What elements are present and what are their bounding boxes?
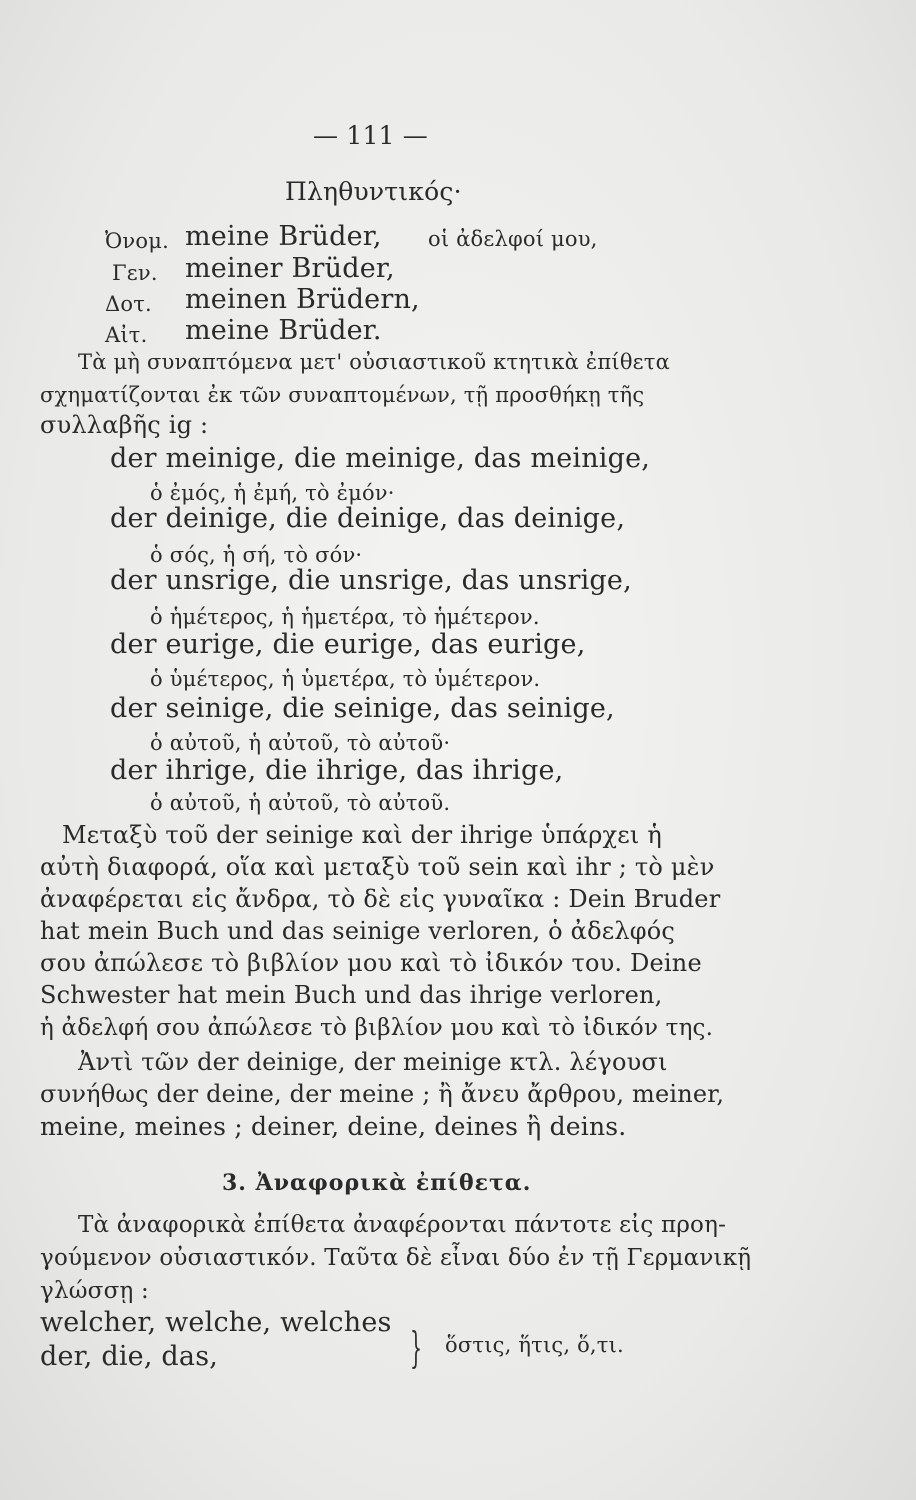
case-form: meine Brüder, <box>185 221 382 252</box>
paragraph-line: αὐτὴ διαφορά, οἵα καὶ μεταξὺ τοῦ sein καὶ ihr ; τὸ μὲν <box>40 853 715 881</box>
paragraph-line: ἡ ἀδελφή σου ἀπώλεσε τὸ βιβλίον μου καὶ τὸ ἰδικόν της. <box>40 1015 714 1041</box>
paragraph-line: hat mein Buch und das seinige verloren, ὁ ἀδελφός <box>40 917 676 945</box>
paragraph-line: σου ἀπώλεσε τὸ βιβλίον μου καὶ τὸ ἰδικόν του. Deine <box>40 949 702 977</box>
possessive-german: der eurige, die eurige, das eurige, <box>110 629 586 660</box>
case-greek: οἱ ἀδελφοί μου, <box>428 227 598 251</box>
paragraph-line: Ἀντὶ τῶν der deinige, der meinige κτλ. λέγουσι <box>78 1048 668 1076</box>
relative-greek: ὅστις, ἥτις, ὅ,τι. <box>445 1333 624 1357</box>
relative-german-2: der, die, das, <box>40 1341 219 1372</box>
case-label: Δοτ. <box>105 292 152 316</box>
paragraph-line: Schwester hat mein Buch und das ihrige verloren, <box>40 981 663 1009</box>
possessive-german: der ihrige, die ihrige, das ihrige, <box>110 755 564 786</box>
paragraph-line: meine, meines ; deiner, deine, deines ἢ deins. <box>40 1112 627 1141</box>
possessive-german: der deinige, die deinige, das deinige, <box>110 503 626 534</box>
possessive-greek: ὁ ἐμός, ἡ ἐμή, τὸ ἐμόν· <box>150 481 395 505</box>
possessive-greek: ὁ ὑμέτερος, ἡ ὑμετέρα, τὸ ὑμέτερον. <box>150 667 541 691</box>
possessive-greek: ὁ σός, ἡ σή, τὸ σόν· <box>150 543 363 567</box>
paragraph-line: Τὰ ἀναφορικὰ ἐπίθετα ἀναφέρονται πάντοτε εἰς προη- <box>78 1212 727 1238</box>
paragraph-line: ἀναφέρεται εἰς ἄνδρα, τὸ δὲ εἰς γυναῖκα : Dein Bruder <box>40 885 721 913</box>
paragraph-line: γούμενον οὐσιαστικόν. Ταῦτα δὲ εἶναι δύο ἐν τῇ Γερμανικῇ <box>40 1245 752 1271</box>
possessive-german: der unsrige, die unsrige, das unsrige, <box>110 565 632 596</box>
paragraph-line: συλλαβῆς ig : <box>40 411 209 439</box>
case-form: meinen Brüdern, <box>185 284 420 315</box>
possessive-german: der seinige, die seinige, das seinige, <box>110 693 615 724</box>
case-label: Ὀνομ. <box>105 229 169 253</box>
possessive-greek: ὁ αὐτοῦ, ἡ αὐτοῦ, τὸ αὐτοῦ· <box>150 731 451 755</box>
possessive-greek: ὁ ἡμέτερος, ἡ ἡμετέρα, τὸ ἡμέτερον. <box>150 605 540 629</box>
paragraph-line: Τὰ μὴ συναπτόμενα μετ' οὐσιαστικοῦ κτητικὰ ἐπίθετα <box>78 350 670 374</box>
paragraph-line: συνήθως der deine, der meine ; ἢ ἄνευ ἄρθρου, meiner, <box>40 1080 725 1108</box>
section-heading: 3. Ἀναφορικὰ ἐπίθετα. <box>222 1170 532 1196</box>
plural-heading: Πληθυντικός· <box>285 177 462 206</box>
possessive-german: der meinige, die meinige, das meinige, <box>110 443 651 474</box>
case-label: Αἰτ. <box>105 323 148 347</box>
possessive-greek: ὁ αὐτοῦ, ἡ αὐτοῦ, τὸ αὐτοῦ. <box>150 791 451 815</box>
paragraph-line: Μεταξὺ τοῦ der seinige καὶ der ihrige ὑπάρχει ἡ <box>62 821 662 849</box>
brace-icon: } <box>410 1323 423 1372</box>
case-form: meiner Brüder, <box>185 253 395 284</box>
paragraph-line: γλώσσῃ : <box>40 1278 149 1304</box>
page-number: — 111 — <box>313 121 429 150</box>
relative-german-1: welcher, welche, welches <box>40 1307 392 1338</box>
case-form: meine Brüder. <box>185 315 382 346</box>
case-label: Γεν. <box>112 261 158 285</box>
paragraph-line: σχηματίζονται ἐκ τῶν συναπτομένων, τῇ προσθήκῃ τῆς <box>40 383 645 407</box>
